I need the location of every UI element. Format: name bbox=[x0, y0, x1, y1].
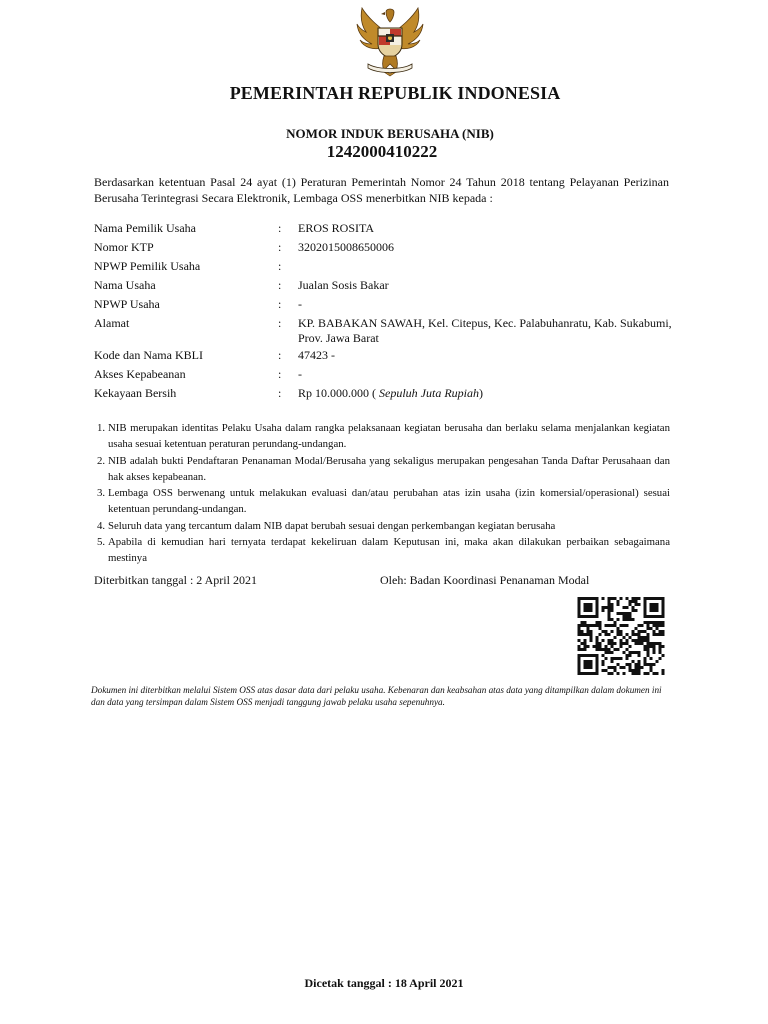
field-colon: : bbox=[278, 259, 282, 273]
note-number: 5. bbox=[97, 536, 106, 549]
printed-date: Dicetak tanggal : 18 April 2021 bbox=[304, 976, 464, 990]
note-number: 4. bbox=[97, 519, 106, 532]
field-label: Nama Pemilik Usaha bbox=[94, 221, 196, 235]
note-text: Apabila di kemudian hari ternyata terdapat kekeliruan dalam Keputusan ini, maka akan dilakukan perbaikan sebagaimana mestinya bbox=[108, 536, 670, 565]
note-item bbox=[94, 518, 670, 534]
field-label: Nomor KTP bbox=[94, 240, 154, 254]
net-worth-amount: Rp 10.000.000 ( bbox=[298, 386, 379, 400]
field-value: - bbox=[298, 367, 302, 381]
field-label: Nama Usaha bbox=[94, 278, 156, 292]
intro-paragraph: Berdasarkan ketentuan Pasal 24 ayat (1) Peraturan Pemerintah Nomor 24 Tahun 2018 tentang Pelayanan Perizinan Berusaha Terintegrasi Secara Elektronik, Lembaga OSS menerbitkan NIB kepada : bbox=[94, 175, 669, 205]
field-value: EROS ROSITA bbox=[298, 221, 375, 235]
note-item bbox=[94, 453, 670, 486]
note-text: Lembaga OSS berwenang untuk melakukan evaluasi dan/atau perubahan atas izin usaha (izin komersial/operasional) sesuai ketentuan perundang-undangan. bbox=[108, 487, 670, 516]
note-text: NIB merupakan identitas Pelaku Usaha dalam rangka pelaksanaan kegiatan berusaha dan berlaku selama menjalankan kegiatan usaha sesuai ketentuan peraturan perundang-undangan. bbox=[108, 422, 670, 451]
notes-list bbox=[94, 420, 670, 567]
field-label: NPWP Pemilik Usaha bbox=[94, 259, 201, 273]
note-number: 3. bbox=[97, 487, 106, 500]
field-colon: : bbox=[278, 348, 282, 362]
field-colon: : bbox=[278, 240, 282, 254]
field-label: Alamat bbox=[94, 316, 130, 330]
field-colon: : bbox=[278, 221, 282, 235]
nib-number: 1242000410222 bbox=[326, 142, 438, 161]
note-number: 1. bbox=[97, 422, 106, 434]
nib-title: NOMOR INDUK BERUSAHA (NIB) bbox=[286, 126, 494, 141]
field-value: 47423 - bbox=[298, 348, 335, 362]
issuing-authority: Oleh: Badan Koordinasi Penanaman Modal bbox=[380, 573, 590, 587]
government-title: PEMERINTAH REPUBLIK INDONESIA bbox=[229, 83, 561, 103]
field-colon: : bbox=[278, 367, 282, 381]
note-item bbox=[94, 485, 670, 518]
note-item bbox=[94, 534, 670, 567]
note-text: NIB adalah bukti Pendaftaran Penanaman Modal/Berusaha yang sekaligus merupakan pengesahan Tanda Daftar Perusahaan dan hak akses kepabeanan. bbox=[108, 454, 670, 483]
net-worth-suffix: ) bbox=[478, 386, 483, 400]
field-value: KP. BABAKAN SAWAH, Kel. Citepus, Kec. Palabuhanratu, Kab. Sukabumi, Prov. Jawa Barat bbox=[298, 316, 672, 345]
note-number: 2. bbox=[97, 454, 106, 467]
field-label: Kekayaan Bersih bbox=[94, 386, 177, 400]
disclaimer: Dokumen ini diterbitkan melalui Sistem OSS atas dasar data dari pelaku usaha. Kebenaran dan keabsahan atas data yang ditampilkan dalam dokumen ini dan data yang tersimpan dalam Sistem OSS menjadi tanggung jawab pelaku usaha sepenuhnya. bbox=[91, 685, 662, 707]
field-colon: : bbox=[278, 278, 282, 292]
field-value: - bbox=[298, 297, 302, 311]
field-value: 3202015008650006 bbox=[298, 240, 394, 254]
field-label: NPWP Usaha bbox=[94, 297, 160, 311]
qr-code-icon bbox=[577, 597, 665, 675]
net-worth-words: Sepuluh Juta Rupiah bbox=[379, 386, 479, 400]
garuda-emblem-icon bbox=[352, 4, 428, 78]
note-item bbox=[94, 420, 670, 453]
field-colon: : bbox=[278, 316, 282, 330]
field-label: Kode dan Nama KBLI bbox=[94, 348, 203, 362]
field-label: Akses Kepabeanan bbox=[94, 367, 186, 381]
field-colon: : bbox=[278, 297, 282, 311]
issued-date: Diterbitkan tanggal : 2 April 2021 bbox=[94, 573, 257, 587]
field-value bbox=[298, 386, 678, 401]
note-text: Seluruh data yang tercantum dalam NIB dapat berubah sesuai dengan perkembangan kegiatan berusaha bbox=[108, 519, 556, 532]
field-value: Jualan Sosis Bakar bbox=[298, 278, 389, 292]
field-colon: : bbox=[278, 386, 282, 400]
